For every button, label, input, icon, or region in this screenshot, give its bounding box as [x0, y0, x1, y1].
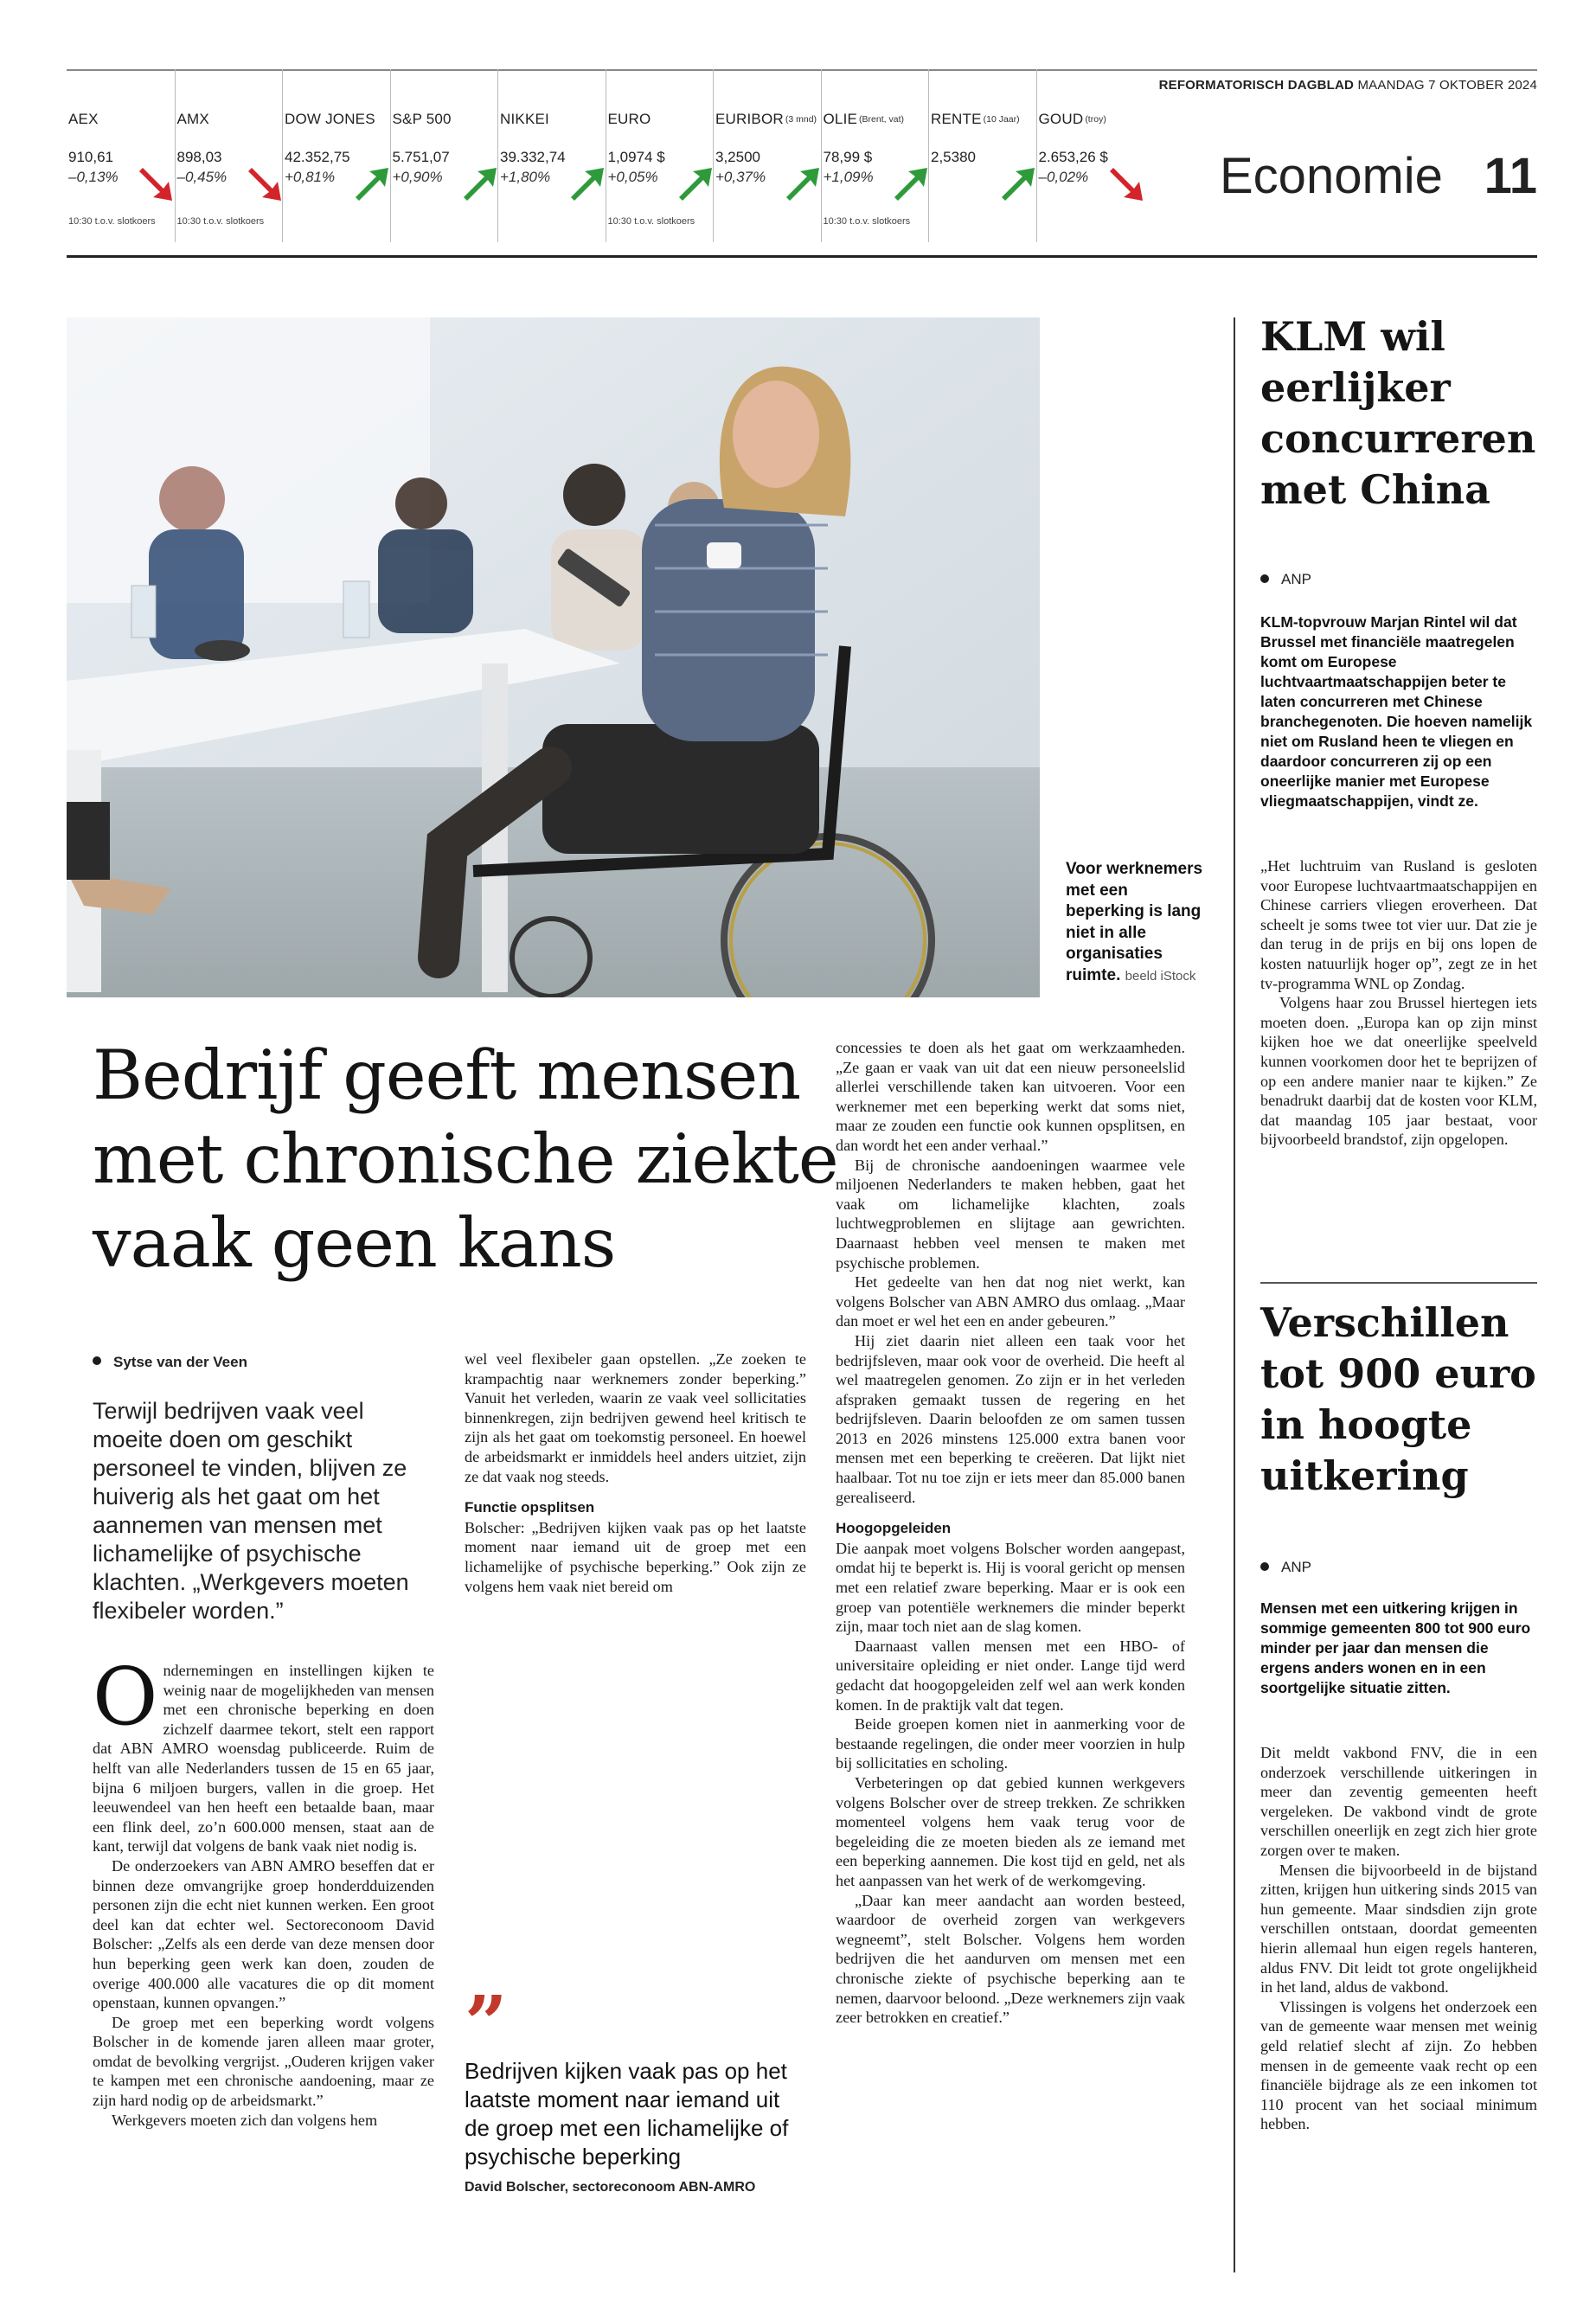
- photo-caption: [1066, 859, 1204, 987]
- ticker-item: [67, 69, 174, 242]
- article-paragraph: Bij de chronische aandoeningen waarmee vele miljoenen Nederlanders te maken hebben, gaat het vaak om lichamelijke klachten, zoals luchtwegproblemen en slijtage aan gewrichten. Daarnaast hebben veel mensen te maken met psychische problemen.: [836, 1156, 1185, 1272]
- ticker-item: [497, 69, 605, 242]
- photo-credit: beeld iStock: [1125, 968, 1196, 984]
- sidebar-agency: ANP: [1281, 1559, 1311, 1575]
- pull-quote: [465, 1980, 806, 2195]
- ticker-name-suffix: (Brent, vat): [859, 114, 904, 125]
- article-headline: Bedrijf geeft mensen met chronische ziekte vaak geen kans: [93, 1035, 838, 1283]
- article-paragraph-text: ndernemingen en instellingen kijken te weinig naar de mogelijkheden van mensen met een chronische beperking en doen zichzelf daarmee tekort, stelt een rapport dat ABN AMRO woensdag publiceerde. Ruim de helft van alle Nederlanders tussen de 15 en 65 jaar, bijna 6 miljoen burgers, vallen in die groep. Het leeuwendeel van hen heeft een betaalde baan, maar een flink deel, zo’n 600.000 mensen, staat aan de kant, terwijl dat volgens de bank vaak niet nodig is.: [93, 1662, 434, 1856]
- sidebar-divider-rule: [1234, 317, 1235, 2272]
- section-title: Economie: [1220, 148, 1443, 204]
- ticker-change: +0,37%: [715, 169, 766, 185]
- pull-quote-text: Bedrijven kijken vaak pas op het laatste moment naar iemand uit de groep met een lichamelijke of psychische beperking: [465, 2058, 789, 2170]
- ticker-value: 39.332,74: [500, 149, 566, 165]
- sidebar-lead-uitkering: Mensen met een uitkering krijgen in sommige gemeenten 800 tot 900 euro minder per jaar dan mensen die ergens anders wonen en in een soortgelijke situatie zitten.: [1260, 1599, 1531, 1696]
- ticker-name: EURO: [607, 111, 651, 127]
- paper-name: REFORMATORISCH DAGBLAD: [1158, 78, 1355, 93]
- ticker-name: RENTE: [931, 111, 982, 127]
- masthead: [1159, 78, 1537, 93]
- article-subheading: Functie opsplitsen: [465, 1499, 595, 1516]
- ticker-name: AMX: [176, 111, 209, 127]
- arrow-up-icon: [676, 164, 715, 204]
- pull-quote-author: David Bolscher, sectoreconoom ABN-AMRO: [465, 2180, 756, 2195]
- sidebar-byline-uitkering: [1260, 1559, 1311, 1576]
- sidebar-paragraph: Volgens haar zou Brussel hiertegen iets moeten doen. „Europa kan op zijn minst kijken hoe we dat oneerlijke speelveld kunnen voorkomen door het te beprijzen of op een andere manier naar te kijken.” Ze benadrukt daarbij dat de kosten voor KLM, dat maandag 105 jaar bestaat, voor bijvoorbeeld brandstof, zijn opgelopen.: [1260, 994, 1537, 1149]
- article-column-3: [836, 1038, 1185, 2028]
- arrow-up-icon: [998, 164, 1038, 204]
- sidebar-story-divider: [1260, 1282, 1537, 1284]
- article-column-1: [93, 1650, 434, 2130]
- sidebar-paragraph: Mensen die bijvoorbeeld in de bijstand zitten, krijgen hun uitkering sinds 2015 van hun gemeente. Maar sindsdien zijn grote verschillen ontstaan, doordat gemeenten hierin allemaal hun eigen regels hanteren, aldus FNV. Dit leidt tot grote ongelijkheid in het land, aldus de vakbond.: [1260, 1861, 1537, 1997]
- ticker-name-suffix: (10 Jaar): [983, 114, 1020, 125]
- page-number: 11: [1484, 148, 1537, 204]
- article-byline: [93, 1354, 247, 1371]
- article-column-2: [465, 1349, 806, 1596]
- sidebar-agency: ANP: [1281, 571, 1311, 587]
- arrow-up-icon: [783, 164, 823, 204]
- ticker-name: GOUD: [1038, 111, 1084, 127]
- ticker-name-suffix: (troy): [1085, 114, 1106, 125]
- arrow-up-icon: [460, 164, 500, 204]
- ticker-name-suffix: (3 mnd): [785, 114, 817, 125]
- byline-dot-icon: [1260, 1562, 1269, 1571]
- article-paragraph: De groep met een beperking wordt volgens Bolscher in de komende jaren alleen maar groter, omdat de bevolking vergrijst. „Ouderen krijgen vaker te kampen met een chronische aandoening, maar ze zijn hard nodig op de arbeidsmarkt.”: [93, 2013, 434, 2110]
- ticker-name: EURIBOR: [715, 111, 784, 127]
- article-photo: [67, 317, 1040, 997]
- ticker-value: 1,0974 $: [607, 149, 665, 165]
- ticker-item: [821, 69, 928, 242]
- ticker-change: –0,13%: [68, 169, 119, 185]
- ticker-value: 3,2500: [715, 149, 760, 165]
- ticker-value: 2,5380: [931, 149, 976, 165]
- sidebar-body-uitkering: [1260, 1743, 1537, 2134]
- ticker-item: [928, 69, 1035, 242]
- arrow-up-icon: [567, 164, 607, 204]
- article-author: Sytse van der Veen: [113, 1354, 247, 1370]
- ticker-note: 10:30 t.o.v. slotkoers: [607, 216, 695, 227]
- ticker-change: +1,09%: [823, 169, 874, 185]
- ticker-change: –0,02%: [1038, 169, 1089, 185]
- ticker-note: 10:30 t.o.v. slotkoers: [176, 216, 265, 227]
- ticker-change: –0,45%: [176, 169, 228, 185]
- ticker-value: 910,61: [68, 149, 113, 165]
- ticker-bottom-rule: [67, 255, 1537, 258]
- ticker-change: +1,80%: [500, 169, 551, 185]
- ticker-name: DOW JONES: [285, 111, 375, 127]
- article-paragraph: Hij ziet daarin niet alleen een taak voor het bedrijfsleven, maar ook voor de overheid. Die heeft al wel maatregelen genomen. Zo zijn er in het verleden afspraken gemaakt tussen de regering en het bedrijfsleven. Daarin beloofden ze om samen tussen 2013 en 2026 minstens 125.000 extra banen voor mensen met een beperking te creëeren. Dat lijkt niet haalbaar. Tot nu toe zijn er iets meer dan 85.000 banen gerealiseerd.: [836, 1331, 1185, 1506]
- byline-dot-icon: [1260, 574, 1269, 583]
- quote-mark-icon: ”: [465, 1980, 508, 2067]
- ticker-value: 5.751,07: [392, 149, 450, 165]
- ticker-change: +0,90%: [392, 169, 443, 185]
- article-paragraph: Werkgevers moeten zich dan volgens hem: [112, 2111, 378, 2129]
- article-paragraph: Het gedeelte van hen dat nog niet werkt, kan volgens Bolscher van ABN AMRO dus omlaag. „Maar dan moet er wel het een en ander gebeuren.”: [836, 1273, 1185, 1330]
- ticker-item: [1036, 69, 1144, 242]
- ticker-value: 2.653,26 $: [1038, 149, 1108, 165]
- sidebar-paragraph: Vlissingen is volgens het onderzoek een van de gemeente waar mensen met weinig geld relatief slecht af zijn. Zo hebben mensen in de gemeente vaak recht op een financiële bijdrage als ze een inkomen tot 110 procent van het sociaal minimum hebben.: [1260, 1997, 1537, 2133]
- article-subheading: Hoogopgeleiden: [836, 1520, 952, 1537]
- sidebar-body-klm: [1260, 856, 1537, 1150]
- photo-caption-text: Voor werknemers met een beperking is lang niet in alle organisaties ruimte.: [1066, 860, 1203, 984]
- arrow-up-icon: [891, 164, 931, 204]
- article-intro: Terwijl bedrijven vaak veel moeite doen om geschikt personeel te vinden, blijven ze huiverig als het gaat om het aannemen van mensen met lichamelijke of psychische klachten. „Werkgevers moeten flexibeler worden.”: [93, 1398, 409, 1624]
- article-paragraph: Verbeteringen op dat gebied kunnen werkgevers volgens Bolscher over de streep trekken. Ze schrikken momenteel volgens hem vaak terug voor de begeleiding die ze moeten bieden als ze iemand met een beperking aannemen. Die kost tijd en geld, net als het aanpassen van het werk of de werkomgeving.: [836, 1773, 1185, 1889]
- sidebar-headline-uitkering: Verschillen tot 900 euro in hoogte uitkering: [1260, 1299, 1536, 1499]
- ticker-item: [282, 69, 389, 242]
- sidebar-byline-klm: [1260, 571, 1311, 588]
- ticker-item: [390, 69, 497, 242]
- arrow-up-icon: [352, 164, 392, 204]
- sidebar-paragraph: „Het luchtruim van Rusland is gesloten voor Europese luchtvaartmaatschappijen en Chinese carriers vliegen eroverheen. Dat scheelt je soms twee tot vier uur. Dat zie je dan terug in de prijs en bij ons lopen de kosten natuurlijk hoger op”, zegt ze in het tv-programma WNL op Zondag.: [1260, 857, 1537, 992]
- ticker-item: [175, 69, 282, 242]
- ticker-name: S&P 500: [392, 111, 452, 127]
- article-paragraph: „Daar kan meer aandacht aan worden besteed, waardoor de overheid zorgen van werkgevers wegneemt”, stelt Bolscher. Volgens hem worden bedrijven die het aandurven om mensen met een chronische ziekte of psychische beperking aan te nemen, daarvoor beloond. „Deze werknemers zijn vaak zeer betrokken en creatief.”: [836, 1891, 1185, 2027]
- sidebar-paragraph: Dit meldt vakbond FNV, die in een onderzoek verschillende uitkeringen in meer dan zeventig gemeenten heeft vergeleken. De vakbond vindt de grote verschillen oneerlijk en zegt zich hier grote zorgen over te maken.: [1260, 1744, 1537, 1859]
- article-paragraph: Die aanpak moet volgens Bolscher worden aangepast, omdat hij te beperkt is. Hij is vooral gericht op mensen met een relatief zware beperking. Maar er is ook een groep van potentiële werknemers die minder beperkt zijn, maar toch niet aan de slag komen.: [836, 1539, 1185, 1636]
- ticker-item: [606, 69, 713, 242]
- article-paragraph: Daarnaast vallen mensen met een HBO- of universitaire opleiding er niet onder. Lange tijd werd gedacht dat hoogopgeleiden zelf wel aan werk konden komen. In de praktijk valt dat tegen.: [836, 1637, 1185, 1714]
- article-paragraph: Bolscher: „Bedrijven kijken vaak pas op het laatste moment naar iemand uit de groep met een lichamelijke of psychische beperking.” Ook zijn ze volgens hem vaak niet bereid om: [465, 1518, 806, 1595]
- ticker-name: AEX: [68, 111, 99, 127]
- ticker-change: +0,05%: [607, 169, 658, 185]
- byline-dot-icon: [93, 1356, 101, 1365]
- arrow-down-icon: [1106, 164, 1146, 204]
- ticker-change: +0,81%: [285, 169, 336, 185]
- ticker-note: 10:30 t.o.v. slotkoers: [68, 216, 156, 227]
- article-paragraph: wel veel flexibeler gaan opstellen. „Ze zoeken te krampachtig naar werknemers zonder beperking.” Vanuit het verleden, waarin ze vaak veel sollicitaties binnenkregen, zijn bedrijven gewend heel kritisch te zijn als het gaat om toekomstig personeel. En hoewel de arbeidsmarkt er inmiddels heel anders uitziet, zijn ze dat vaak nog steeds.: [465, 1350, 806, 1485]
- office-wheelchair-illustration: [67, 317, 1040, 997]
- ticker-value: 78,99 $: [823, 149, 873, 165]
- article-paragraph: concessies te doen als het gaat om werkzaamheden. „Ze gaan er vaak van uit dat een nieuw personeelslid allerlei verschillende taken kan uitvoeren. Voor een werknemer met een beperking werkt dat soms niet, maar ze zouden een functie ook kunnen opsplitsen, en dan wordt het een ander verhaal.”: [836, 1039, 1185, 1154]
- ticker-value: 898,03: [176, 149, 222, 165]
- arrow-down-icon: [136, 164, 176, 204]
- ticker-item: [713, 69, 820, 242]
- article-paragraph: Beide groepen komen niet in aanmerking voor de bestaande regelingen, die onder meer voorzien in hulp bij sollicitaties en scholing.: [836, 1715, 1185, 1772]
- ticker-note: 10:30 t.o.v. slotkoers: [823, 216, 911, 227]
- arrow-down-icon: [245, 164, 285, 204]
- sidebar-lead-klm: KLM-topvrouw Marjan Rintel wil dat Brussel met financiële maatregelen komt om Europese luchtvaartmaatschappijen beter te laten concurreren met Chinese branchegenoten. Die hoeven namelijk niet om Rusland heen te vliegen en daardoor concurreren zij op een oneerlijke manier met Europese vliegmaatschappijen, vindt ze.: [1260, 613, 1533, 810]
- drop-cap: O: [93, 1650, 158, 1743]
- issue-date: MAANDAG 7 OKTOBER 2024: [1357, 78, 1537, 93]
- ticker-name: OLIE: [823, 111, 858, 127]
- ticker-name: NIKKEI: [500, 111, 549, 127]
- article-paragraph: [93, 1650, 434, 1856]
- sidebar-headline-klm: KLM wil eerlijker concurreren met China: [1260, 313, 1536, 513]
- article-paragraph: De onderzoekers van ABN AMRO beseffen dat er binnen deze omvangrijke groep honderdduizenden personen zijn die echt niet kunnen werken. Een groot deel kan dat echter wel. Sectoreconoom David Bolscher: „Zelfs als een derde van deze mensen door hun beperking geen werk kan doen, zouden de overige 400.000 alle vacatures die op dit moment openstaan, kunnen opvangen.”: [93, 1856, 434, 2012]
- ticker-value: 42.352,75: [285, 149, 350, 165]
